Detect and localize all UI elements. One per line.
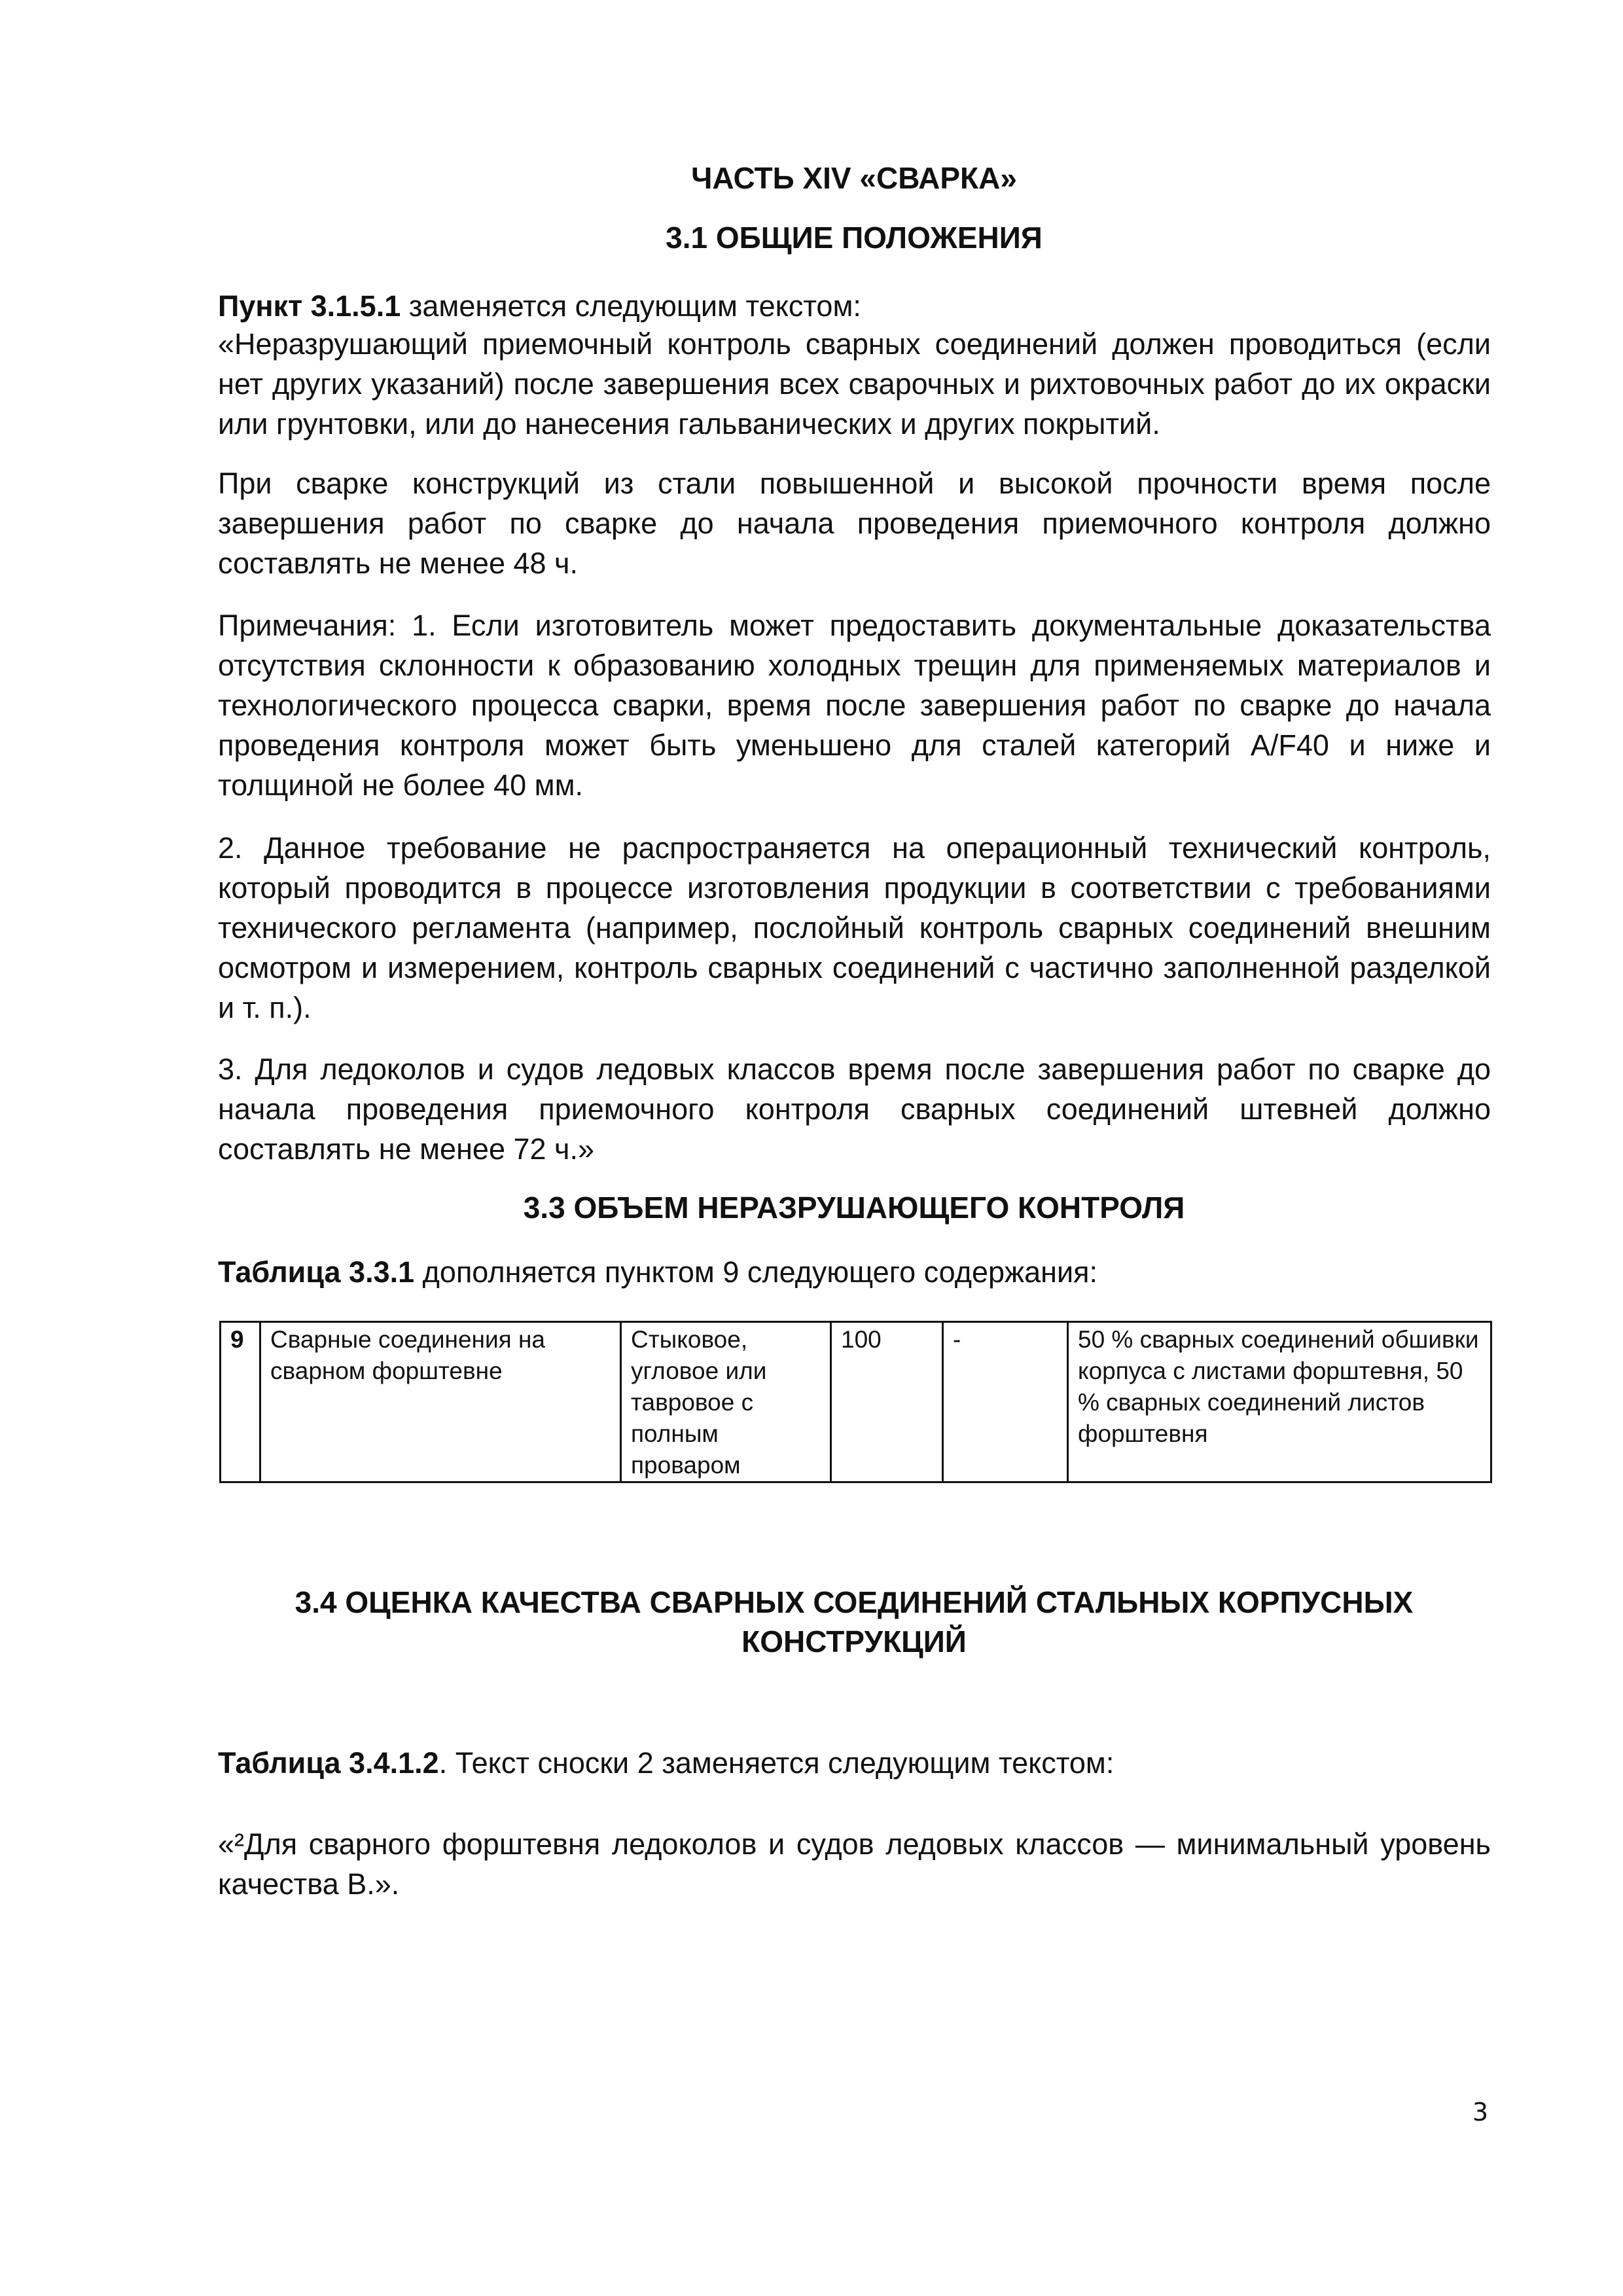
row-joint-type: Стыковое, угловое или тавровое с полным проваром [621,1322,831,1482]
table-ref-text: дополняется пунктом 9 следующего содержания: [414,1255,1097,1289]
page-number: 3 [1472,2098,1488,2126]
row-percent: 100 [831,1322,943,1482]
table-ref: Таблица 3.3.1 [218,1255,415,1289]
row-dash: - [943,1322,1068,1482]
footnote-text: Для сварного форштевня ледоколов и судов ледовых классов — минимальный уровень качества В.». [218,1827,1491,1901]
clause-ref-text: заменяется следующим текстом: [401,289,861,323]
note-2: 2. Данное требование не распространяется на операционный технический контроль, который проводится в процессе изготовления продукции в соответствии с требованиями технического регламента (например, послойный контроль сварных соединений внешним осмотром и измерением, контроль сварных соединений с частично заполненной разделкой и т. п.). [218,831,1491,1024]
table-ref-3-4: Таблица 3.4.1.2 [218,1746,439,1780]
section-3-3-lead [218,1252,1491,1292]
clause-ref: Пункт 3.1.5.1 [218,289,401,323]
footnote-replacement [218,1824,1491,1904]
section-3-3-heading: 3.3 ОБЪЕМ НЕРАЗРУШАЮЩЕГО КОНТРОЛЯ [523,1191,1185,1225]
row-object: Сварные соединения на сварном форштевне [260,1322,621,1482]
table-row [221,1322,1491,1482]
paragraph-1: «Неразрушающий приемочный контроль сварных соединений должен проводиться (если нет других указаний) после завершения всех сварочных и рихтовочных работ до их окраски или грунтовки, или до нанесения гальванических и других покрытий. [218,327,1491,440]
paragraph-2: При сварке конструкций из стали повышенной и высокой прочности время после завершения работ по сварке до начала проведения приемочного контроля должно составлять не менее 48 ч. [218,467,1491,580]
footnote-mark: «² [218,1827,245,1861]
note-3: 3. Для ледоколов и судов ледовых классов время после завершения работ по сварке до начала проведения приемочного контроля сварных соединений штевней должно составлять не менее 72 ч.» [218,1052,1491,1166]
section-3-1-lead [218,286,1491,326]
row-number: 9 [221,1322,260,1482]
row-note: 50 % сварных соединений обшивки корпуса с листами форштевня, 50 % сварных соединений листов форштевня [1068,1322,1491,1482]
section-3-4-heading: 3.4 ОЦЕНКА КАЧЕСТВА СВАРНЫХ СОЕДИНЕНИЙ СТАЛЬНЫХ КОРПУСНЫХ КОНСТРУКЦИЙ [294,1585,1414,1659]
amendment-table [219,1321,1492,1483]
note-1: Примечания: 1. Если изготовитель может предоставить документальные доказательства отсутствия склонности к образованию холодных трещин для применяемых материалов и технологического процесса сварки, время после завершения работ по сварке до начала проведения контроля может быть уменьшено для сталей категорий A/F40 и ниже и толщиной не более 40 мм. [218,609,1491,802]
section-3-4-lead [218,1743,1491,1783]
section-3-1-heading: 3.1 ОБЩИЕ ПОЛОЖЕНИЯ [666,221,1043,255]
part-title: ЧАСТЬ XIV «СВАРКА» [691,161,1017,195]
table-ref-3-4-text: . Текст сноски 2 заменяется следующим текстом: [438,1746,1115,1780]
